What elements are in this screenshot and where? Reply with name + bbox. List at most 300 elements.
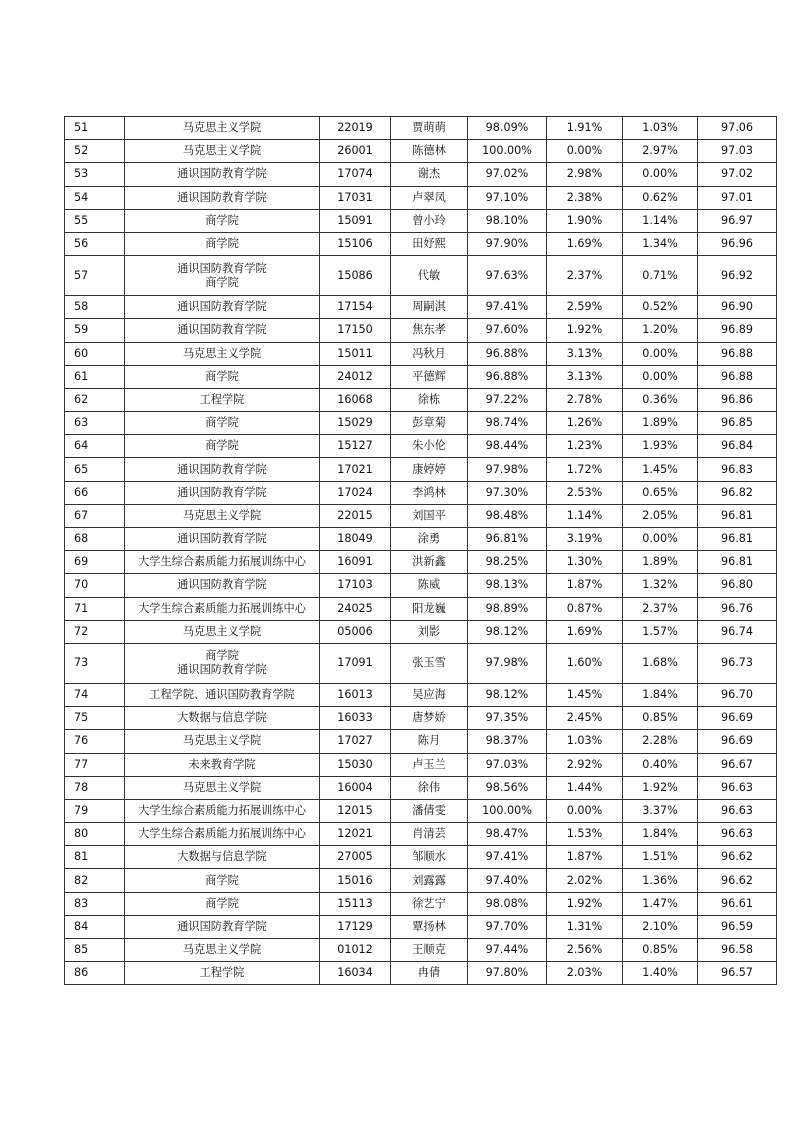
rate-c-cell: 0.85% [623, 939, 698, 962]
name-cell: 代敏 [391, 256, 468, 296]
name-cell: 刘影 [391, 620, 468, 643]
rate-b-cell: 0.87% [547, 597, 623, 620]
rank-number-cell: 76 [65, 730, 125, 753]
score-cell: 96.61 [698, 892, 777, 915]
unit-cell [125, 163, 320, 186]
unit-cell [125, 869, 320, 892]
name-cell: 徐艺宁 [391, 892, 468, 915]
rank-number-cell: 57 [65, 256, 125, 296]
score-cell: 96.81 [698, 528, 777, 551]
table-row [65, 342, 777, 365]
employee-id-cell: 18049 [320, 528, 391, 551]
score-cell: 96.96 [698, 232, 777, 255]
table-row [65, 365, 777, 388]
employee-id-cell: 15016 [320, 869, 391, 892]
table-row [65, 939, 777, 962]
name-cell: 刘国平 [391, 504, 468, 527]
score-cell: 96.83 [698, 458, 777, 481]
unit-cell [125, 643, 320, 683]
score-cell: 96.70 [698, 683, 777, 706]
score-cell: 96.67 [698, 753, 777, 776]
rate-a-cell: 97.10% [468, 186, 547, 209]
rate-c-cell: 1.32% [623, 574, 698, 597]
score-cell: 96.90 [698, 296, 777, 319]
rate-c-cell: 1.36% [623, 869, 698, 892]
rate-b-cell: 1.92% [547, 319, 623, 342]
rate-b-cell: 2.45% [547, 707, 623, 730]
employee-id-cell: 16013 [320, 683, 391, 706]
unit-cell [125, 551, 320, 574]
score-cell: 96.69 [698, 730, 777, 753]
table-row [65, 799, 777, 822]
rate-b-cell: 2.02% [547, 869, 623, 892]
rate-a-cell: 97.90% [468, 232, 547, 255]
table-row [65, 232, 777, 255]
unit-cell [125, 915, 320, 938]
unit-line: 商学院 [205, 416, 239, 430]
name-cell: 彭章菊 [391, 412, 468, 435]
rate-c-cell: 2.05% [623, 504, 698, 527]
rank-number-cell: 71 [65, 597, 125, 620]
employee-id-cell: 16068 [320, 388, 391, 411]
table-row [65, 892, 777, 915]
table-row [65, 643, 777, 683]
rate-a-cell: 98.37% [468, 730, 547, 753]
rate-c-cell: 1.89% [623, 412, 698, 435]
rank-number-cell: 58 [65, 296, 125, 319]
employee-id-cell: 24025 [320, 597, 391, 620]
score-cell: 96.58 [698, 939, 777, 962]
rank-number-cell: 67 [65, 504, 125, 527]
name-cell: 朱小伦 [391, 435, 468, 458]
unit-cell [125, 504, 320, 527]
rank-number-cell: 82 [65, 869, 125, 892]
name-cell: 刘露露 [391, 869, 468, 892]
rate-c-cell: 0.00% [623, 163, 698, 186]
unit-cell [125, 388, 320, 411]
employee-id-cell: 17150 [320, 319, 391, 342]
rate-a-cell: 97.02% [468, 163, 547, 186]
rate-c-cell: 0.62% [623, 186, 698, 209]
score-cell: 96.69 [698, 707, 777, 730]
score-cell: 96.88 [698, 342, 777, 365]
rate-c-cell: 1.03% [623, 117, 698, 140]
unit-cell [125, 342, 320, 365]
rate-b-cell: 1.90% [547, 209, 623, 232]
name-cell: 王顺克 [391, 939, 468, 962]
rate-a-cell: 98.89% [468, 597, 547, 620]
rate-c-cell: 1.40% [623, 962, 698, 985]
rate-b-cell: 1.92% [547, 892, 623, 915]
rank-number-cell: 69 [65, 551, 125, 574]
rate-a-cell: 98.48% [468, 504, 547, 527]
rate-b-cell: 1.91% [547, 117, 623, 140]
unit-line: 通识国防教育学院 [177, 167, 267, 181]
table-row [65, 117, 777, 140]
name-cell: 徐栋 [391, 388, 468, 411]
name-cell: 陈月 [391, 730, 468, 753]
table-row [65, 163, 777, 186]
unit-line: 通识国防教育学院 [177, 300, 267, 314]
rate-a-cell: 100.00% [468, 799, 547, 822]
rank-number-cell: 56 [65, 232, 125, 255]
rate-c-cell: 1.57% [623, 620, 698, 643]
table-row [65, 730, 777, 753]
score-cell: 96.97 [698, 209, 777, 232]
unit-cell [125, 707, 320, 730]
rate-a-cell: 98.08% [468, 892, 547, 915]
employee-id-cell: 15011 [320, 342, 391, 365]
rate-c-cell: 0.40% [623, 753, 698, 776]
score-cell: 96.73 [698, 643, 777, 683]
unit-line: 通识国防教育学院 [177, 919, 267, 933]
rate-a-cell: 97.44% [468, 939, 547, 962]
rank-number-cell: 80 [65, 823, 125, 846]
rate-c-cell: 2.10% [623, 915, 698, 938]
employee-id-cell: 17027 [320, 730, 391, 753]
unit-cell [125, 846, 320, 869]
employee-id-cell: 05006 [320, 620, 391, 643]
unit-cell [125, 962, 320, 985]
unit-line: 大数据与信息学院 [177, 850, 267, 864]
name-cell: 邹顺水 [391, 846, 468, 869]
table-row [65, 481, 777, 504]
rank-number-cell: 66 [65, 481, 125, 504]
rank-number-cell: 59 [65, 319, 125, 342]
unit-line: 通识国防教育学院 [177, 261, 267, 275]
unit-line: 商学院 [205, 275, 239, 289]
rate-a-cell: 98.09% [468, 117, 547, 140]
table-row [65, 209, 777, 232]
employee-id-cell: 22019 [320, 117, 391, 140]
score-cell: 97.03 [698, 140, 777, 163]
rate-b-cell: 3.13% [547, 365, 623, 388]
unit-cell [125, 232, 320, 255]
rate-a-cell: 97.60% [468, 319, 547, 342]
rate-b-cell: 1.14% [547, 504, 623, 527]
unit-line: 商学院 [205, 439, 239, 453]
score-cell: 96.89 [698, 319, 777, 342]
rank-number-cell: 51 [65, 117, 125, 140]
unit-cell [125, 365, 320, 388]
table-row [65, 412, 777, 435]
rank-number-cell: 75 [65, 707, 125, 730]
rate-c-cell: 2.28% [623, 730, 698, 753]
rate-a-cell: 97.63% [468, 256, 547, 296]
rate-c-cell: 1.92% [623, 776, 698, 799]
unit-line: 马克思主义学院 [182, 943, 262, 957]
employee-id-cell: 17129 [320, 915, 391, 938]
rate-c-cell: 0.00% [623, 342, 698, 365]
unit-line: 通识国防教育学院 [177, 323, 267, 337]
unit-cell [125, 939, 320, 962]
unit-cell [125, 296, 320, 319]
score-cell: 96.62 [698, 846, 777, 869]
rate-b-cell: 1.53% [547, 823, 623, 846]
unit-cell [125, 528, 320, 551]
name-cell: 潘倩雯 [391, 799, 468, 822]
employee-id-cell: 24012 [320, 365, 391, 388]
rate-a-cell: 97.98% [468, 458, 547, 481]
name-cell: 卢玉兰 [391, 753, 468, 776]
unit-cell [125, 892, 320, 915]
employee-id-cell: 15127 [320, 435, 391, 458]
score-cell: 96.63 [698, 799, 777, 822]
rate-b-cell: 2.53% [547, 481, 623, 504]
rate-c-cell: 0.71% [623, 256, 698, 296]
name-cell: 平德辉 [391, 365, 468, 388]
unit-cell [125, 799, 320, 822]
score-cell: 96.88 [698, 365, 777, 388]
rate-a-cell: 97.03% [468, 753, 547, 776]
table-row [65, 707, 777, 730]
score-cell: 96.81 [698, 551, 777, 574]
name-cell: 吴应海 [391, 683, 468, 706]
unit-line: 未来教育学院 [188, 757, 256, 771]
rank-number-cell: 70 [65, 574, 125, 597]
unit-cell [125, 435, 320, 458]
name-cell: 谢杰 [391, 163, 468, 186]
employee-id-cell: 17021 [320, 458, 391, 481]
score-cell: 97.02 [698, 163, 777, 186]
table-row [65, 504, 777, 527]
unit-line: 商学院 [205, 896, 239, 910]
score-cell: 96.84 [698, 435, 777, 458]
table-row [65, 435, 777, 458]
unit-line: 通识国防教育学院 [177, 190, 267, 204]
employee-id-cell: 15029 [320, 412, 391, 435]
name-cell: 唐梦娇 [391, 707, 468, 730]
rate-c-cell: 0.36% [623, 388, 698, 411]
rate-a-cell: 98.44% [468, 435, 547, 458]
rate-b-cell: 2.98% [547, 163, 623, 186]
name-cell: 焦东孝 [391, 319, 468, 342]
rate-b-cell: 0.00% [547, 799, 623, 822]
employee-id-cell: 17154 [320, 296, 391, 319]
rank-number-cell: 85 [65, 939, 125, 962]
unit-cell [125, 823, 320, 846]
unit-line: 马克思主义学院 [182, 121, 262, 135]
rate-c-cell: 0.52% [623, 296, 698, 319]
table-row [65, 388, 777, 411]
employee-id-cell: 15106 [320, 232, 391, 255]
rate-b-cell: 1.23% [547, 435, 623, 458]
employee-id-cell: 17074 [320, 163, 391, 186]
rate-c-cell: 0.65% [623, 481, 698, 504]
rate-b-cell: 1.44% [547, 776, 623, 799]
rank-number-cell: 63 [65, 412, 125, 435]
rank-number-cell: 73 [65, 643, 125, 683]
rate-b-cell: 1.87% [547, 846, 623, 869]
score-cell: 96.86 [698, 388, 777, 411]
name-cell: 田妤熙 [391, 232, 468, 255]
unit-line: 大数据与信息学院 [177, 711, 267, 725]
rate-b-cell: 2.56% [547, 939, 623, 962]
rate-c-cell: 1.93% [623, 435, 698, 458]
rate-c-cell: 1.84% [623, 823, 698, 846]
unit-line: 通识国防教育学院 [177, 462, 267, 476]
employee-id-cell: 15086 [320, 256, 391, 296]
rate-b-cell: 1.72% [547, 458, 623, 481]
unit-cell [125, 140, 320, 163]
table-row [65, 823, 777, 846]
rate-a-cell: 98.47% [468, 823, 547, 846]
unit-line: 工程学院 [199, 392, 245, 406]
score-cell: 96.82 [698, 481, 777, 504]
table-row [65, 620, 777, 643]
unit-line: 工程学院、通识国防教育学院 [149, 688, 295, 702]
name-cell: 陈德林 [391, 140, 468, 163]
rank-number-cell: 86 [65, 962, 125, 985]
rate-a-cell: 97.98% [468, 643, 547, 683]
name-cell: 冉倩 [391, 962, 468, 985]
employee-id-cell: 12015 [320, 799, 391, 822]
rate-a-cell: 97.40% [468, 869, 547, 892]
rank-number-cell: 68 [65, 528, 125, 551]
unit-line: 通识国防教育学院 [177, 663, 267, 677]
unit-line: 大学生综合素质能力拓展训练中心 [138, 827, 306, 841]
employee-id-cell: 12021 [320, 823, 391, 846]
rate-c-cell: 1.84% [623, 683, 698, 706]
unit-cell [125, 412, 320, 435]
rate-b-cell: 2.92% [547, 753, 623, 776]
employee-id-cell: 16004 [320, 776, 391, 799]
unit-cell [125, 597, 320, 620]
rate-b-cell: 2.59% [547, 296, 623, 319]
rate-b-cell: 1.69% [547, 232, 623, 255]
name-cell: 覃扬林 [391, 915, 468, 938]
rank-number-cell: 61 [65, 365, 125, 388]
unit-cell [125, 683, 320, 706]
score-cell: 96.81 [698, 504, 777, 527]
unit-line: 商学院 [205, 649, 239, 663]
table-row [65, 528, 777, 551]
score-cell: 96.62 [698, 869, 777, 892]
score-cell: 96.92 [698, 256, 777, 296]
unit-line: 商学院 [205, 237, 239, 251]
employee-id-cell: 15030 [320, 753, 391, 776]
rate-a-cell: 100.00% [468, 140, 547, 163]
table-row [65, 597, 777, 620]
table-row [65, 915, 777, 938]
unit-line: 大学生综合素质能力拓展训练中心 [138, 601, 306, 615]
rate-b-cell: 2.78% [547, 388, 623, 411]
rate-a-cell: 98.13% [468, 574, 547, 597]
rank-number-cell: 53 [65, 163, 125, 186]
rate-c-cell: 1.89% [623, 551, 698, 574]
unit-line: 通识国防教育学院 [177, 578, 267, 592]
employee-id-cell: 16033 [320, 707, 391, 730]
table-row [65, 962, 777, 985]
unit-line: 商学院 [205, 213, 239, 227]
employee-id-cell: 01012 [320, 939, 391, 962]
rank-number-cell: 78 [65, 776, 125, 799]
rate-c-cell: 1.20% [623, 319, 698, 342]
unit-cell [125, 753, 320, 776]
rate-a-cell: 97.41% [468, 846, 547, 869]
rate-c-cell: 3.37% [623, 799, 698, 822]
rate-b-cell: 2.37% [547, 256, 623, 296]
rate-a-cell: 98.12% [468, 620, 547, 643]
table-row [65, 319, 777, 342]
table-row [65, 846, 777, 869]
score-cell: 96.63 [698, 776, 777, 799]
employee-id-cell: 26001 [320, 140, 391, 163]
table-row [65, 551, 777, 574]
rate-b-cell: 1.30% [547, 551, 623, 574]
employee-id-cell: 17024 [320, 481, 391, 504]
rate-c-cell: 1.51% [623, 846, 698, 869]
rate-a-cell: 97.30% [468, 481, 547, 504]
rate-c-cell: 0.00% [623, 365, 698, 388]
name-cell: 冯秋月 [391, 342, 468, 365]
unit-line: 马克思主义学院 [182, 508, 262, 522]
rate-a-cell: 96.88% [468, 342, 547, 365]
unit-cell [125, 458, 320, 481]
name-cell: 洪新鑫 [391, 551, 468, 574]
unit-line: 大学生综合素质能力拓展训练中心 [138, 555, 306, 569]
name-cell: 张玉雪 [391, 643, 468, 683]
unit-line: 马克思主义学院 [182, 624, 262, 638]
unit-line: 马克思主义学院 [182, 780, 262, 794]
unit-line: 马克思主义学院 [182, 734, 262, 748]
rate-b-cell: 1.31% [547, 915, 623, 938]
unit-line: 商学院 [205, 873, 239, 887]
score-cell: 96.59 [698, 915, 777, 938]
unit-cell [125, 620, 320, 643]
table-row [65, 776, 777, 799]
unit-cell [125, 730, 320, 753]
name-cell: 阳龙巍 [391, 597, 468, 620]
rate-a-cell: 98.25% [468, 551, 547, 574]
rate-c-cell: 1.45% [623, 458, 698, 481]
name-cell: 徐伟 [391, 776, 468, 799]
employee-id-cell: 17091 [320, 643, 391, 683]
rate-a-cell: 97.35% [468, 707, 547, 730]
rate-c-cell: 0.85% [623, 707, 698, 730]
name-cell: 卢翠凤 [391, 186, 468, 209]
unit-cell [125, 186, 320, 209]
employee-id-cell: 17103 [320, 574, 391, 597]
rate-a-cell: 98.74% [468, 412, 547, 435]
rate-c-cell: 2.97% [623, 140, 698, 163]
name-cell: 李鸿林 [391, 481, 468, 504]
rate-c-cell: 2.37% [623, 597, 698, 620]
rank-number-cell: 65 [65, 458, 125, 481]
rate-c-cell: 1.68% [623, 643, 698, 683]
score-cell: 96.57 [698, 962, 777, 985]
table-row [65, 683, 777, 706]
score-cell: 96.63 [698, 823, 777, 846]
rank-number-cell: 84 [65, 915, 125, 938]
rate-a-cell: 98.56% [468, 776, 547, 799]
name-cell: 曾小玲 [391, 209, 468, 232]
rate-b-cell: 2.03% [547, 962, 623, 985]
unit-cell [125, 481, 320, 504]
rate-b-cell: 1.60% [547, 643, 623, 683]
employee-id-cell: 22015 [320, 504, 391, 527]
table-row [65, 753, 777, 776]
rate-b-cell: 3.13% [547, 342, 623, 365]
rate-b-cell: 0.00% [547, 140, 623, 163]
rate-a-cell: 97.70% [468, 915, 547, 938]
rank-number-cell: 62 [65, 388, 125, 411]
rate-a-cell: 96.81% [468, 528, 547, 551]
score-cell: 97.01 [698, 186, 777, 209]
rank-number-cell: 79 [65, 799, 125, 822]
rank-number-cell: 64 [65, 435, 125, 458]
table-row [65, 140, 777, 163]
